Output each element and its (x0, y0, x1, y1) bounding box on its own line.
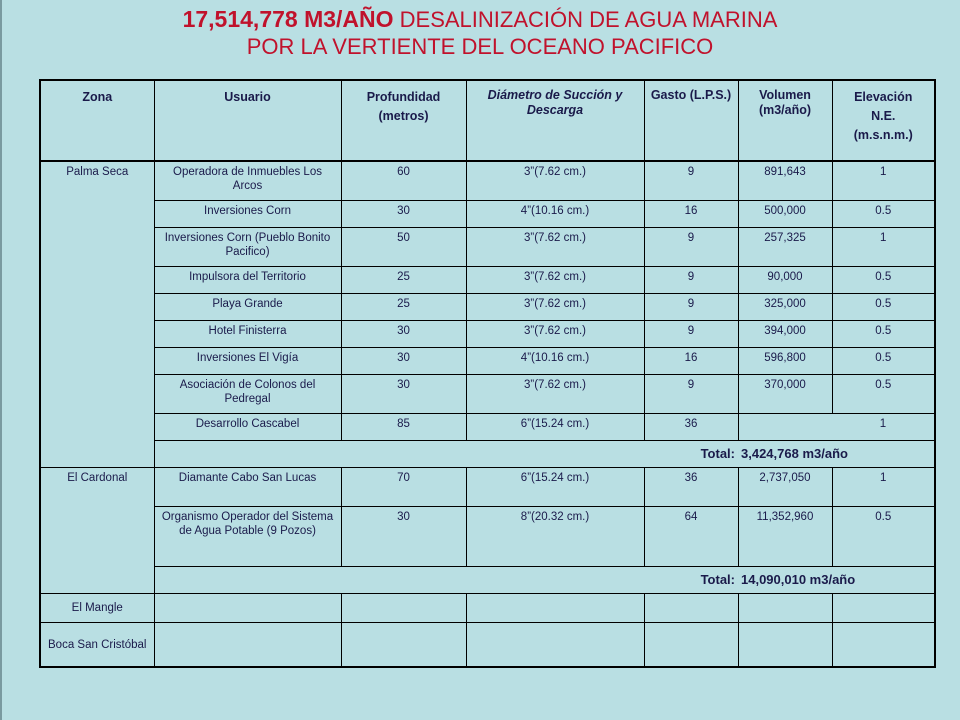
cell-elevacion: 0.5 (832, 201, 935, 228)
cell-usuario: Diamante Cabo San Lucas (154, 468, 341, 507)
cell-gasto (644, 623, 738, 668)
cell-volumen: 370,000 (738, 375, 832, 414)
cell-gasto: 9 (644, 321, 738, 348)
total-label: Total: (154, 441, 738, 468)
cell-volumen: 11,352,960 (738, 507, 832, 567)
cell-profundidad: 70 (341, 468, 466, 507)
header-profundidad (341, 80, 466, 161)
cell-usuario: Inversiones Corn (Pueblo Bonito Pacifico) (154, 228, 341, 267)
cell-gasto (644, 594, 738, 623)
title-line-1 (0, 6, 960, 33)
zone-boca-san-cristobal: Boca San Cristóbal (40, 623, 154, 668)
table-row (40, 375, 935, 414)
total-row-palma-seca (40, 441, 935, 468)
cell-profundidad: 25 (341, 267, 466, 294)
cell-profundidad (341, 623, 466, 668)
total-value-el-cardonal: 14,090,010 m3/año (738, 567, 935, 594)
cell-usuario: Impulsora del Territorio (154, 267, 341, 294)
cell-gasto: 36 (644, 468, 738, 507)
cell-diametro (466, 623, 644, 668)
header-elevacion-label: Elevación (854, 90, 913, 104)
cell-volumen (738, 623, 832, 668)
table-row (40, 201, 935, 228)
cell-volumen (738, 414, 832, 441)
cell-usuario (154, 623, 341, 668)
cell-volumen: 596,800 (738, 348, 832, 375)
table-row (40, 161, 935, 201)
cell-usuario: Inversiones El Vigía (154, 348, 341, 375)
table-row (40, 321, 935, 348)
cell-elevacion: 1 (832, 468, 935, 507)
cell-profundidad: 30 (341, 348, 466, 375)
cell-elevacion: 0.5 (832, 294, 935, 321)
cell-profundidad: 30 (341, 201, 466, 228)
cell-usuario: Playa Grande (154, 294, 341, 321)
table-row (40, 507, 935, 567)
cell-diametro (466, 594, 644, 623)
cell-usuario: Asociación de Colonos del Pedregal (154, 375, 341, 414)
cell-diametro: 8”(20.32 cm.) (466, 507, 644, 567)
cell-elevacion: 0.5 (832, 321, 935, 348)
zone-el-cardonal: El Cardonal (40, 468, 154, 594)
title-volume: 17,514,778 M3/AÑO (182, 6, 394, 32)
cell-gasto: 16 (644, 348, 738, 375)
cell-elevacion (832, 623, 935, 668)
cell-elevacion: 1 (832, 414, 935, 441)
cell-diametro: 3”(7.62 cm.) (466, 375, 644, 414)
cell-volumen (738, 594, 832, 623)
cell-gasto: 9 (644, 161, 738, 201)
cell-profundidad (341, 594, 466, 623)
total-row-el-cardonal (40, 567, 935, 594)
cell-diametro: 6”(15.24 cm.) (466, 468, 644, 507)
cell-gasto: 9 (644, 375, 738, 414)
cell-profundidad: 30 (341, 507, 466, 567)
header-volumen: Volumen (m3/año) (738, 80, 832, 161)
cell-elevacion: 0.5 (832, 348, 935, 375)
cell-elevacion: 0.5 (832, 507, 935, 567)
slide-left-edge (0, 0, 2, 720)
header-elevacion-unit: (m.s.n.m.) (853, 128, 913, 142)
cell-elevacion: 0.5 (832, 267, 935, 294)
header-usuario: Usuario (154, 80, 341, 161)
cell-gasto: 64 (644, 507, 738, 567)
cell-usuario: Operadora de Inmuebles Los Arcos (154, 161, 341, 201)
table-row (40, 228, 935, 267)
table-row (40, 468, 935, 507)
slide-title (0, 6, 960, 60)
table-row (40, 623, 935, 668)
cell-volumen: 325,000 (738, 294, 832, 321)
header-diametro: Diámetro de Succión y Descarga (466, 80, 644, 161)
cell-diametro: 4”(10.16 cm.) (466, 348, 644, 375)
cell-volumen: 2,737,050 (738, 468, 832, 507)
cell-gasto: 36 (644, 414, 738, 441)
cell-diametro: 3”(7.62 cm.) (466, 294, 644, 321)
cell-gasto: 9 (644, 294, 738, 321)
header-elevacion-ne: N.E. (871, 109, 896, 123)
cell-diametro: 3”(7.62 cm.) (466, 161, 644, 201)
title-line-2: POR LA VERTIENTE DEL OCEANO PACIFICO (246, 34, 714, 59)
desalination-table (39, 79, 936, 668)
header-zona: Zona (40, 80, 154, 161)
cell-diametro: 4”(10.16 cm.) (466, 201, 644, 228)
cell-usuario: Hotel Finisterra (154, 321, 341, 348)
cell-profundidad: 60 (341, 161, 466, 201)
zone-el-mangle: El Mangle (40, 594, 154, 623)
cell-profundidad: 85 (341, 414, 466, 441)
cell-profundidad: 30 (341, 321, 466, 348)
table-row (40, 414, 935, 441)
table-header-row (40, 80, 935, 161)
table-row (40, 267, 935, 294)
cell-gasto: 16 (644, 201, 738, 228)
cell-volumen: 90,000 (738, 267, 832, 294)
cell-diametro: 3”(7.62 cm.) (466, 267, 644, 294)
cell-diametro: 3”(7.62 cm.) (466, 228, 644, 267)
cell-volumen: 257,325 (738, 228, 832, 267)
cell-profundidad: 50 (341, 228, 466, 267)
cell-volumen: 500,000 (738, 201, 832, 228)
cell-profundidad: 25 (341, 294, 466, 321)
cell-elevacion: 0.5 (832, 375, 935, 414)
total-value-palma-seca: 3,424,768 m3/año (738, 441, 935, 468)
header-elevacion (832, 80, 935, 161)
cell-volumen: 394,000 (738, 321, 832, 348)
cell-volumen: 891,643 (738, 161, 832, 201)
cell-diametro: 6”(15.24 cm.) (466, 414, 644, 441)
cell-gasto: 9 (644, 267, 738, 294)
cell-elevacion: 1 (832, 228, 935, 267)
cell-usuario: Desarrollo Cascabel (154, 414, 341, 441)
cell-gasto: 9 (644, 228, 738, 267)
zone-palma-seca: Palma Seca (40, 161, 154, 468)
cell-profundidad: 30 (341, 375, 466, 414)
total-label: Total: (154, 567, 738, 594)
cell-elevacion (832, 594, 935, 623)
table-row (40, 348, 935, 375)
cell-usuario: Organismo Operador del Sistema de Agua Potable (9 Pozos) (154, 507, 341, 567)
header-profundidad-label: Profundidad (366, 90, 441, 104)
header-profundidad-unit: (metros) (378, 109, 429, 123)
table-row (40, 294, 935, 321)
cell-usuario (154, 594, 341, 623)
cell-usuario: Inversiones Corn (154, 201, 341, 228)
cell-elevacion: 1 (832, 161, 935, 201)
table-row (40, 594, 935, 623)
title-text: DESALINIZACIÓN DE AGUA MARINA (393, 7, 778, 32)
cell-diametro: 3”(7.62 cm.) (466, 321, 644, 348)
header-gasto: Gasto (L.P.S.) (644, 80, 738, 161)
